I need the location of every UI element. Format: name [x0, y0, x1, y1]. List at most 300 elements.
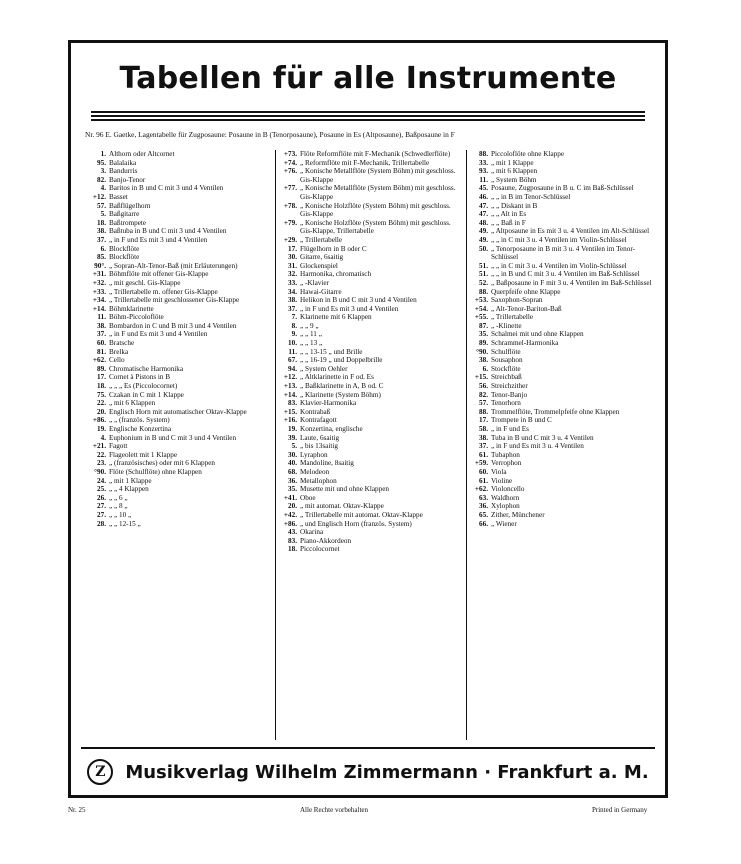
table-number: 66.	[479, 519, 488, 528]
instrument-name: Schrammel-Harmonika	[491, 339, 559, 348]
list-item	[279, 245, 463, 254]
table-number: 4.	[100, 184, 106, 193]
catalog-number: Nr. 25	[68, 806, 86, 814]
table-number: 95.	[97, 158, 106, 167]
table-number: +33.	[92, 287, 106, 296]
instrument-name: Flöte (Schulflöte) ohne Klappen	[109, 467, 202, 476]
table-number: 63.	[479, 493, 488, 502]
instrument-name: „ Trillertabelle mit geschlossener Gis-Klappe	[109, 296, 240, 305]
instrument-name: Cello	[109, 356, 125, 365]
table-number: +53.	[474, 296, 488, 305]
instrument-name: Harmonika, chromatisch	[300, 270, 372, 279]
list-item	[279, 408, 463, 417]
list-item	[88, 305, 272, 314]
list-item	[470, 305, 654, 314]
list-item	[279, 322, 463, 331]
table-number: +14.	[283, 390, 297, 399]
table-number: 90°.	[94, 261, 106, 270]
instrument-name: „ Trillertabelle m. offener Gis-Klappe	[109, 287, 218, 296]
instrument-name: Sousaphon	[491, 356, 523, 365]
list-item	[88, 270, 272, 279]
list-item	[470, 485, 654, 494]
list-item	[279, 348, 463, 357]
list-item	[470, 494, 654, 503]
instrument-name: Banjo-Tenor	[109, 175, 146, 184]
table-number: 35.	[288, 485, 297, 494]
table-number: 25.	[97, 485, 106, 494]
list-item	[88, 322, 272, 331]
table-number: 48.	[479, 218, 488, 227]
list-item	[279, 339, 463, 348]
list-item	[279, 382, 463, 391]
list-item	[88, 176, 272, 185]
list-item	[88, 279, 272, 288]
instrument-name: Flöte Reformflöte mit F-Mechanik (Schwedlerflöte)	[300, 150, 451, 158]
instrument-name: Melodeon	[300, 467, 330, 476]
table-number: 51.	[479, 270, 488, 279]
instrument-name: „ „ „ Es (Piccolocornet)	[109, 382, 178, 391]
table-number: 38.	[288, 296, 297, 305]
instrument-name: „ „ Alt in Es	[491, 210, 527, 219]
list-item	[279, 365, 463, 374]
table-number: 22.	[97, 399, 106, 408]
table-number: 75.	[97, 390, 106, 399]
list-item	[279, 416, 463, 425]
list-item	[470, 313, 654, 322]
instrument-name: Böhmklarinette	[109, 304, 154, 313]
table-number: 18.	[288, 545, 297, 554]
instrument-name: Hawai-Gitarre	[300, 287, 342, 296]
list-item	[470, 502, 654, 511]
list-item	[470, 382, 654, 391]
table-number: 20.	[97, 407, 106, 416]
table-number: +62.	[92, 356, 106, 365]
list-item	[88, 296, 272, 305]
instrument-name: Baßtuba in B und C mit 3 und 4 Ventilen	[109, 227, 227, 236]
list-item	[470, 279, 654, 288]
list-item	[88, 288, 272, 297]
list-item	[88, 416, 272, 425]
page-frame	[68, 40, 668, 798]
instrument-name: „ „ 13 „	[300, 339, 323, 348]
instrument-name: Schulflöte	[491, 347, 521, 356]
instrument-name: Blockflöte	[109, 253, 140, 262]
list-item	[279, 511, 463, 520]
list-item	[470, 511, 654, 520]
table-number: 49.	[479, 235, 488, 244]
list-item	[88, 348, 272, 357]
table-number: 49.	[479, 227, 488, 236]
list-item	[279, 451, 463, 460]
table-number: 52.	[479, 278, 488, 287]
list-item	[279, 236, 463, 245]
table-number: +74.	[283, 158, 297, 167]
list-item	[470, 193, 654, 202]
instrument-name: Klavier-Harmonika	[300, 399, 357, 408]
table-number: 46.	[479, 192, 488, 201]
list-item	[279, 184, 463, 201]
table-number: +31.	[92, 270, 106, 279]
table-number: 17.	[97, 373, 106, 382]
instrument-name: „ mit 6 Klappen	[491, 167, 538, 176]
instrument-name: „ „ 9 „	[300, 321, 319, 330]
list-item	[88, 477, 272, 486]
instrument-name: „ „ in C mit 3 u. 4 Ventilen im Violin-Schlüssel	[491, 235, 627, 244]
table-number: 7.	[291, 313, 297, 322]
list-item	[279, 468, 463, 477]
instrument-name: Querpfeife ohne Klappe	[491, 287, 561, 296]
instrument-name: „ „ in C mit 3 u. 4 Ventilen im Violin-Schlüssel	[491, 261, 627, 270]
list-item	[279, 356, 463, 365]
instrument-name: „ -Klavier	[300, 278, 329, 287]
table-number: 87.	[479, 321, 488, 330]
instrument-name: Trommelflöte, Trommelpfeife ohne Klappen	[491, 407, 620, 416]
table-number: 67.	[288, 356, 297, 365]
table-number: 3.	[100, 167, 106, 176]
list-item	[279, 502, 463, 511]
instrument-name: Balalaika	[109, 158, 137, 167]
table-number: 24.	[97, 476, 106, 485]
instrument-name: „ „ Baß in F	[491, 218, 526, 227]
list-item	[470, 167, 654, 176]
list-item	[470, 330, 654, 339]
table-number: 88.	[479, 150, 488, 158]
instrument-name: Euphonium in B und C mit 3 und 4 Ventilen	[109, 433, 237, 442]
list-item	[88, 434, 272, 443]
list-item	[88, 219, 272, 228]
table-number: 93.	[479, 167, 488, 176]
instrument-name: Kontrabaß	[300, 407, 331, 416]
instrument-name: Englisch Horn mit automatischer Oktav-Klappe	[109, 407, 247, 416]
list-item	[88, 365, 272, 374]
footer-rule	[81, 747, 655, 749]
instrument-name: „ Sopran-Alt-Tenor-Baß (mit Erläuterungen)	[109, 261, 238, 270]
table-number: 23.	[97, 459, 106, 468]
list-item	[470, 520, 654, 529]
list-item	[279, 305, 463, 314]
table-number: 36.	[479, 502, 488, 511]
table-number: 57.	[97, 201, 106, 210]
table-number: 65.	[479, 510, 488, 519]
list-item	[470, 322, 654, 331]
instrument-name: Czakan in C mit 1 Klappe	[109, 390, 184, 399]
list-item	[88, 184, 272, 193]
table-number: +59.	[474, 459, 488, 468]
instrument-name: „ „ 4 Klappen	[109, 485, 149, 494]
list-item	[470, 236, 654, 245]
instrument-name: „ und Englisch Horn (französ. System)	[300, 519, 412, 528]
instrument-name: Baßgitarre	[109, 210, 140, 219]
table-number: 17.	[479, 416, 488, 425]
list-item	[279, 442, 463, 451]
instrument-name: Saxophon-Sopran	[491, 296, 543, 305]
instrument-name: Bratsche	[109, 339, 135, 348]
list-item	[88, 227, 272, 236]
list-item	[470, 425, 654, 434]
table-number: +16.	[283, 416, 297, 425]
table-number: +15.	[283, 407, 297, 416]
instrument-name: Violoncello	[491, 485, 525, 494]
instrument-name: „ mit 6 Klappen	[109, 399, 156, 408]
subtitle: Nr. 96 E. Gaetke, Lagentabelle für Zugposaune: Posaune in B (Tenorposaune), Posaune in Es (Altposaune), Baßposaune in F	[85, 130, 455, 139]
table-number: 51.	[479, 261, 488, 270]
instrument-name: Streichbaß	[491, 373, 522, 382]
list-item	[88, 356, 272, 365]
list-item	[470, 391, 654, 400]
table-number: +76.	[283, 167, 297, 176]
table-number: °90.	[94, 467, 106, 476]
table-number: 82.	[479, 390, 488, 399]
instrument-name: „ in F und Es mit 3 und 4 Ventilen	[109, 330, 208, 339]
instrument-name: Trompete in B und C	[491, 416, 552, 425]
column-3	[466, 150, 657, 740]
list-item	[279, 150, 463, 159]
table-number: 37.	[97, 235, 106, 244]
list-item	[88, 459, 272, 468]
table-number: 40.	[288, 459, 297, 468]
table-number: 19.	[288, 425, 297, 433]
list-item	[88, 485, 272, 494]
instrument-name: Böhm-Piccoloflöte	[109, 313, 164, 322]
instrument-name: Flügelhorn in B oder C	[300, 244, 367, 253]
list-item	[470, 176, 654, 185]
list-item	[470, 150, 654, 159]
table-number: 19.	[97, 425, 106, 433]
list-item	[88, 511, 272, 520]
instrument-name: Waldhorn	[491, 493, 520, 502]
instrument-name: „ „ 8 „	[109, 502, 128, 511]
instrument-name: Streichzither	[491, 382, 528, 391]
list-item	[279, 313, 463, 322]
instrument-name: „ Klarinette (System Böhm)	[300, 390, 381, 399]
table-number: 30.	[288, 253, 297, 262]
publisher-logo-icon: Z	[87, 759, 113, 785]
instrument-name: Cornet à Pistons in B	[109, 373, 171, 382]
table-number: 60.	[479, 467, 488, 476]
list-item	[279, 296, 463, 305]
list-item	[88, 391, 272, 400]
table-number: +86.	[283, 519, 297, 528]
rights-notice: Alle Rechte vorbehalten	[300, 806, 369, 814]
instrument-name: „ Baßposaune in F mit 3 u. 4 Ventilen im Baß-Schlüssel	[491, 278, 652, 287]
table-number: +54.	[474, 304, 488, 313]
table-number: 38.	[97, 227, 106, 236]
instrument-name: „ in F und Es mit 3 und 4 Ventilen	[300, 304, 399, 313]
list-item	[88, 520, 272, 529]
table-number: 82.	[97, 175, 106, 184]
list-item	[279, 477, 463, 486]
table-number: 38.	[97, 321, 106, 330]
table-number: 6.	[100, 244, 106, 253]
list-item	[279, 330, 463, 339]
table-number: 35.	[479, 330, 488, 339]
instrument-name: Viola	[491, 467, 507, 476]
instrument-name: Zither, Münchener	[491, 510, 545, 519]
list-item	[88, 442, 272, 451]
table-number: +62.	[474, 485, 488, 494]
instrument-name: Tubaphon	[491, 450, 520, 459]
list-item	[279, 202, 463, 219]
table-number: 88.	[479, 407, 488, 416]
table-number: 8.	[291, 321, 297, 330]
instrument-name: Xylophon	[491, 502, 520, 511]
table-number: 89.	[479, 339, 488, 348]
table-number: 47.	[479, 201, 488, 210]
list-item	[88, 210, 272, 219]
list-item	[470, 477, 654, 486]
table-number: 31.	[288, 261, 297, 270]
instrument-name: Laute, 6saitig	[300, 433, 340, 442]
table-number: 37.	[97, 330, 106, 339]
table-number: 37.	[479, 442, 488, 451]
table-number: 1.	[100, 150, 106, 158]
table-number: +21.	[92, 442, 106, 451]
list-item	[470, 270, 654, 279]
instrument-name: „ Konische Holzflöte (System Böhm) mit geschloss. Gis-Klappe, Trillertabelle	[300, 218, 451, 236]
instrument-name: Baritos in B und C mit 3 und 4 Ventilen	[109, 184, 224, 193]
instrument-name: Klarinette mit 6 Klappen	[300, 313, 372, 322]
table-number: 10.	[288, 339, 297, 348]
instrument-name: Tenorhorn	[491, 399, 521, 408]
instrument-name: „ Tenorposaune in B mit 3 u. 4 Ventilen im Tenor-Schlüssel	[491, 244, 635, 262]
instrument-name: „ -Klinette	[491, 321, 522, 330]
list-item	[470, 399, 654, 408]
instrument-name: „ Trillertabelle mit automat. Oktav-Klappe	[300, 510, 423, 519]
instrument-name: „ mit 1 Klappe	[109, 476, 152, 485]
list-item	[470, 202, 654, 211]
list-item	[88, 451, 272, 460]
instrument-name: „ „ 11 „	[300, 330, 322, 339]
list-item	[470, 408, 654, 417]
list-item	[279, 279, 463, 288]
list-item	[470, 296, 654, 305]
table-number: +32.	[92, 278, 106, 287]
list-item	[470, 373, 654, 382]
list-item	[88, 408, 272, 417]
instrument-table	[85, 150, 657, 740]
instrument-name: Okarina	[300, 528, 324, 537]
table-number: +15.	[474, 373, 488, 382]
list-item	[470, 262, 654, 271]
table-number: +29.	[283, 235, 297, 244]
list-item	[88, 159, 272, 168]
instrument-name: Blockflöte	[109, 244, 140, 253]
table-number: 38.	[479, 433, 488, 442]
table-number: 30.	[288, 450, 297, 459]
instrument-name: „ „ in B im Tenor-Schlüssel	[491, 192, 571, 201]
instrument-name: „ Konische Metallflöte (System Böhm) mit geschloss. Gis-Klappe	[300, 184, 456, 201]
table-number: 33.	[479, 158, 488, 167]
instrument-name: Tuba in B und C mit 3 u. 4 Ventilen	[491, 433, 594, 442]
table-number: 11.	[288, 347, 297, 356]
instrument-name: „ Trillertabelle	[491, 313, 534, 322]
table-number: 81.	[97, 347, 106, 356]
table-number: +14.	[92, 304, 106, 313]
instrument-name: Bandurris	[109, 167, 138, 176]
instrument-name: Brelka	[109, 347, 129, 356]
table-number: 33.	[288, 278, 297, 287]
list-item	[88, 150, 272, 159]
instrument-name: Mandoline, 8saitig	[300, 459, 354, 468]
instrument-name: „ Altklarinette in F od. Es	[300, 373, 374, 382]
list-item	[279, 459, 463, 468]
list-item	[470, 245, 654, 262]
list-item	[470, 365, 654, 374]
list-item	[88, 382, 272, 391]
list-item	[88, 468, 272, 477]
instrument-name: „ Baßklarinette in A, B od. C	[300, 382, 384, 391]
instrument-name: „ „ in B und C mit 3 u. 4 Ventilen im Baß-Schlüssel	[491, 270, 640, 279]
title-rules	[91, 111, 645, 123]
table-number: 34.	[288, 287, 297, 296]
instrument-name: Verrophon	[491, 459, 522, 468]
table-number: 27.	[97, 502, 106, 511]
list-item	[88, 245, 272, 254]
list-item	[88, 202, 272, 211]
table-number: 61.	[479, 476, 488, 485]
table-number: +42.	[283, 510, 297, 519]
list-item	[279, 159, 463, 168]
list-item	[279, 520, 463, 529]
list-item	[279, 399, 463, 408]
list-item	[279, 219, 463, 236]
list-item	[88, 193, 272, 202]
instrument-name: „ in F und Es mit 3 und 4 Ventilen	[109, 235, 208, 244]
list-item	[279, 528, 463, 537]
instrument-name: Englische Konzertina	[109, 425, 172, 433]
instrument-name: „ „ (französ. System)	[109, 416, 170, 425]
list-item	[470, 339, 654, 348]
instrument-name: Violine	[491, 476, 513, 485]
list-item	[88, 339, 272, 348]
table-number: +12.	[92, 192, 106, 201]
instrument-name: „ „ 10 „	[109, 510, 132, 519]
table-number: +55.	[474, 313, 488, 322]
table-number: 47.	[479, 210, 488, 219]
instrument-name: „ System Oehler	[300, 364, 348, 373]
table-number: 85.	[97, 253, 106, 262]
table-number: 89.	[97, 364, 106, 373]
instrument-name: „ Wiener	[491, 519, 517, 528]
instrument-name: Bombardon in C und B mit 3 und 4 Ventilen	[109, 321, 237, 330]
list-item	[470, 356, 654, 365]
list-item	[470, 434, 654, 443]
instrument-name: „ „ Diskant in B	[491, 201, 538, 210]
table-number: 37.	[288, 304, 297, 313]
instrument-name: „ mit geschl. Gis-Klappe	[109, 278, 181, 287]
table-number: 83.	[288, 399, 297, 408]
table-number: +78.	[283, 201, 297, 210]
table-number: 68.	[288, 467, 297, 476]
list-item	[279, 167, 463, 184]
table-number: +73.	[283, 150, 297, 158]
table-number: °90.	[476, 347, 488, 356]
list-item	[470, 219, 654, 228]
instrument-name: „ „ 12-15 „	[109, 519, 141, 528]
instrument-name: „ Konische Holzflöte (System Böhm) mit geschloss. Gis-Klappe	[300, 201, 451, 219]
instrument-name: Piccoloflöte ohne Klappe	[491, 150, 565, 158]
list-item	[470, 159, 654, 168]
instrument-name: Konzertina, englische	[300, 425, 363, 433]
table-number: 27.	[97, 510, 106, 519]
instrument-name: Böhmflöte mit offener Gis-Klappe	[109, 270, 209, 279]
table-number: 26.	[97, 493, 106, 502]
instrument-name: „ in F und Es mit 3 u. 4 Ventilen	[491, 442, 584, 451]
instrument-name: „ Altposaune in Es mit 3 u. 4 Ventilen im Alt-Schlüssel	[491, 227, 650, 236]
table-number: 57.	[479, 399, 488, 408]
instrument-name: „ bis 13saitig	[300, 442, 338, 451]
list-item	[470, 468, 654, 477]
